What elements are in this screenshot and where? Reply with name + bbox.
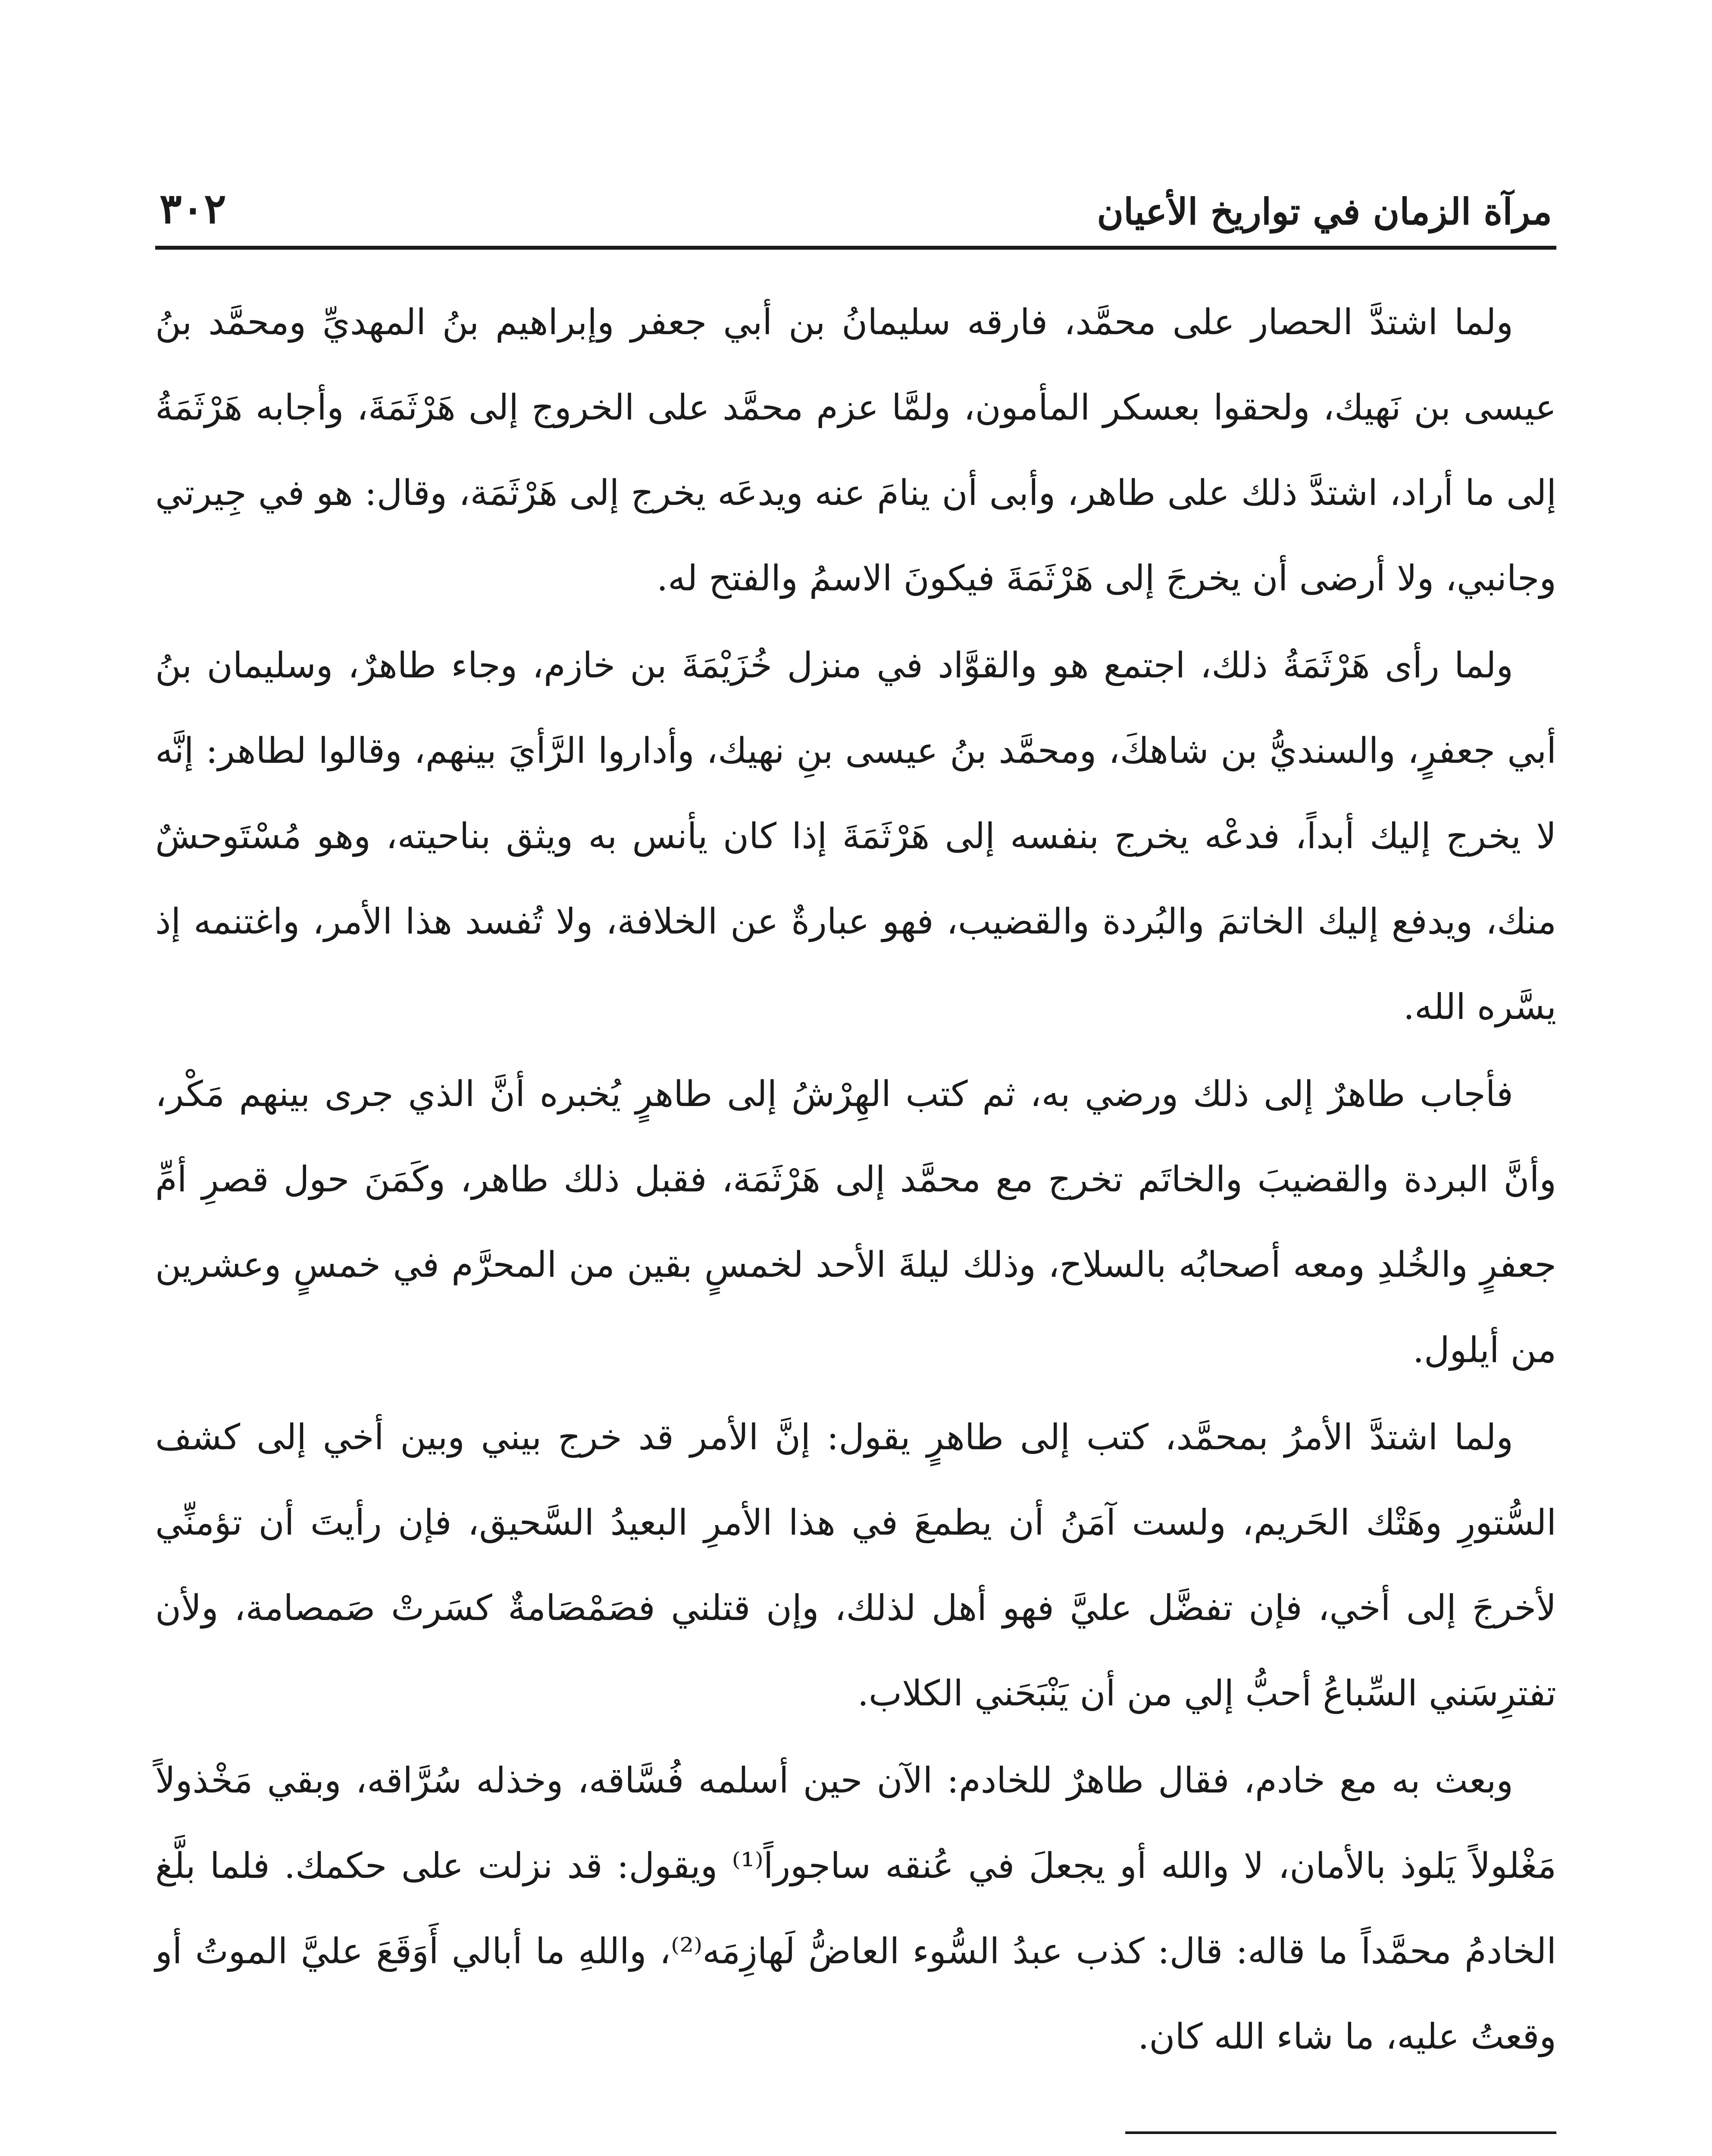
body-text	[155, 280, 1556, 2080]
footnote-divider	[1125, 2131, 1556, 2134]
paragraph: وبعث به مع خادم، فقال طاهرٌ للخادم: الآن حين أسلمه فُسَّاقه، وخذله سُرَّاقه، وبقي مَخْذولاً مَغْلولاً يَلوذ بالأمان، لا والله أو يجعلَ في عُنقه ساجوراً⁽¹⁾ ويقول: قد نزلت على حكمك. فلما بلَّغ الخادمُ محمَّداً ما قاله: قال: كذب عبدُ السُّوء العاضُّ لَهازِمَه⁽²⁾، واللهِ ما أبالي أَوَقَعَ عليَّ الموتُ أو وقعتُ عليه، ما شاء الله كان.	[155, 1760, 1556, 2057]
book-title: مرآة الزمان في تواريخ الأعيان	[1097, 190, 1552, 233]
paragraph: ولما رأى هَرْثَمَةُ ذلك، اجتمع هو والقوَّاد في منزل خُزَيْمَةَ بن خازم، وجاء طاهرٌ، وسليمان بنُ أبي جعفرٍ، والسنديُّ بن شاهكَ، ومحمَّد بنُ عيسى بنِ نهيك، وأداروا الرَّأيَ بينهم، وقالوا لطاهر: إنَّه لا يخرج إليك أبداً، فدعْه يخرج بنفسه إلى هَرْثَمَةَ إذا كان يأنس به ويثق بناحيته، وهو مُسْتَوحشٌ منك، ويدفع إليك الخاتمَ والبُردة والقضيب، فهو عبارةٌ عن الخلافة، ولا تُفسد هذا الأمر، واغتنمه إذ يسَّره الله.	[155, 645, 1556, 1028]
paragraph: فأجاب طاهرٌ إلى ذلك ورضي به، ثم كتب الهِرْشُ إلى طاهرٍ يُخبره أنَّ الذي جرى بينهم مَكْر، وأنَّ البردة والقضيبَ والخاتَم تخرج مع محمَّد إلى هَرْثَمَة، فقبل ذلك طاهر، وكَمَنَ حول قصرِ أمِّ جعفرٍ والخُلدِ ومعه أصحابُه بالسلاح، وذلك ليلةَ الأحد لخمسٍ بقين من المحرَّم في خمسٍ وعشرين من أيلول.	[155, 1074, 1556, 1371]
footnotes	[155, 2151, 1556, 2156]
page-number: ٣٠٢	[160, 184, 226, 233]
paragraph: ولما اشتدَّ الحصار على محمَّد، فارقه سليمانُ بن أبي جعفر وإبراهيم بنُ المهديِّ ومحمَّد بنُ عيسى بن نَهيك، ولحقوا بعسكر المأمون، ولمَّا عزم محمَّد على الخروج إلى هَرْثَمَةَ، وأجابه هَرْثَمَةُ إلى ما أراد، اشتدَّ ذلك على طاهر، وأبى أن ينامَ عنه ويدعَه يخرج إلى هَرْثَمَة، وقال: هو في جِيرتي وجانبي، ولا أرضى أن يخرجَ إلى هَرْثَمَةَ فيكونَ الاسمُ والفتح له.	[155, 302, 1556, 599]
running-head	[155, 164, 1556, 250]
footnote	[155, 2151, 1556, 2156]
book-page	[155, 164, 1556, 2156]
paragraph: ولما اشتدَّ الأمرُ بمحمَّد، كتب إلى طاهرٍ يقول: إنَّ الأمر قد خرج بيني وبين أخي إلى كشف السُّتورِ وهَتْك الحَريم، ولست آمَنُ أن يطمعَ في هذا الأمرِ البعيدُ السَّحيق، فإن رأيتَ أن تؤمنِّي لأخرجَ إلى أخي، فإن تفضَّل عليَّ فهو أهل لذلك، وإن قتلني فصَمْصَامةٌ كسَرتْ صَمصامة، ولأن تفترِسَني السِّباعُ أحبُّ إلي من أن يَنْبَحَني الكلاب.	[155, 1417, 1556, 1714]
